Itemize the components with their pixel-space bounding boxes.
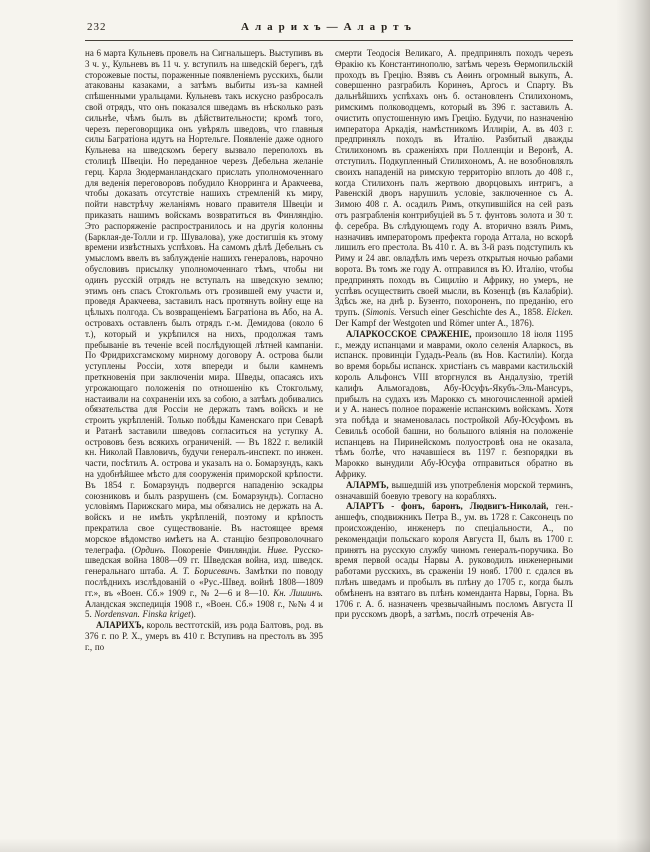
running-header: Аларихъ—Алартъ — [241, 21, 417, 33]
body-text: король вестготскій, изъ рода Балтовъ, род. въ 376 г. по Р. Х., умеръ въ 410 г. Вступивъ на престолъ въ 395 г., по — [85, 620, 323, 652]
body-text: смерти Теодосія Великаго, А. предпринялъ походъ черезъ Ѳракію къ Константинополю, затѣмъ черезъ Ѳермопильскій проходъ въ Грецію. Взявъ съ Аѳинъ огромный выкупъ, А. совершенно разграбилъ Коринѳъ, Аргосъ и Спарту. Въ дальнѣйшихъ успѣхахъ онъ б. остановленъ Стилихономъ, римскимъ полководцемъ, который въ 396 г. заставилъ А. очистить опустошенную имъ Грецію. Будучи, по назначенію императора Аркадія, намѣстникомъ Иллиріи, А. въ 403 г. предпринялъ походъ въ Италію. Разбитый дважды Стилихономъ въ сраженіяхъ при Полленціи и Веронѣ, А. отступилъ. Подкупленный Стилихономъ, А. не возобновлялъ своихъ нападеній на римскую территорію вплоть до 408 г., когда Стилихонъ палъ жертвою дворцовыхъ интригъ, а Равенскій дворъ нарушилъ условіе, заключенное съ А. Зимою 408 г. А. осадилъ Римъ, откупившійся на сей разъ отъ разграбленія контрибуціей въ 5 т. фунтовъ золота и 30 т. ф. серебра. Въ слѣдующемъ году А. вторично взялъ Римъ, назначивъ императоромъ префекта города Аттала, но вскорѣ лишилъ его престола. Въ 410 г. А. въ 3-й разъ подступилъ къ Риму и 24 авг. овладѣлъ имъ черезъ открытыя ночью рабами ворота. Въ томъ же году А. отправился въ Ю. Италію, чтобы предпринять походъ въ Сицилію и Африку, но умеръ, не успѣвъ осуществить своей мысли, въ Козенцѣ (въ Калабріи). Здѣсь же, на днѣ р. Бузенто, похороненъ, по преданію, его трупъ. ( — [335, 48, 573, 318]
page-content — [85, 20, 573, 800]
entry-headword: АЛАРМЪ, — [346, 479, 389, 490]
reference-italic: Eicken. — [546, 307, 573, 318]
entry-alarikh-continuation — [335, 48, 573, 329]
reference-italic: Simonis. — [365, 307, 397, 318]
page-header — [85, 20, 573, 35]
right-column — [335, 48, 573, 800]
body-text: Аландская экспедиція 1908 г., «Воен. Сб.» 1908 г., №№ 4 и 5. — [85, 598, 323, 620]
entry-headword: АЛАРТЪ - фонъ, баронъ, Людвигъ-Николай, — [346, 501, 549, 512]
reference-italic: Кн. Лишинъ. — [273, 587, 323, 598]
page-edge-shadow-right — [616, 0, 650, 852]
entry-alart — [335, 501, 573, 620]
body-text: произошло 18 іюля 1195 г., между испанцами и маврами, около селенія Аларкосъ, въ испанск. провинціи Гудадъ-Реаль (въ Нов. Кастиліи). Когда во время борьбы испанск. христіанъ съ маврами кастильскій король Альфонсъ VIII вторгнулся въ Андалузію, третій калифъ Альмогадовъ, Абу-Юсуфъ-Якубъ-Эль-Мансуръ, прибылъ на судахъ изъ Марокко съ многочисленной арміей и у А. нанесъ полное пораженіе испанскимъ войскамъ. Хотя эта побѣда и знаменовалась постройкой Абу-Юсуфомъ въ Севильѣ особой башни, но большого вліянія на положеніе испанцевъ на Пиринейскомъ полуостровѣ она не оказала, тѣмъ болѣе, что начавшіеся въ 1197 г. безпорядки въ Марокко вынудили Абу-Юсуфа отправиться обратно въ Африку. — [335, 328, 573, 480]
reference-italic: Ниве. — [267, 544, 289, 555]
article-continuation-aland-expedition — [85, 48, 323, 620]
entry-headword: АЛАРКОССКОЕ СРАЖЕНІЕ, — [346, 328, 472, 339]
reference-italic: А. Т. Борисевичъ. — [170, 566, 241, 577]
header-rule — [85, 40, 573, 41]
body-text: на 6 марта Кульневъ провелъ на Сигнальшеръ. Выступивъ въ 3 ч. у., Кульневъ въ 11 ч. у. вступилъ на шведскій берегъ, гдѣ сторожевые посты, пораженные появленіемъ русскихъ, были атакованы казаками, а затѣмъ выбиты изъ-за камней спѣшенными уральцами. Кульневъ такъ искусно разбросалъ свой отрядъ, что онъ показался шведамъ въ нѣсколько разъ сильнѣе, чѣмъ былъ въ дѣйствительности; кромѣ того, черезъ переговорщика онъ увѣрялъ шведовъ, что главныя силы Багратіона идутъ на Нортельге. Появленіе даже одного Кульнева на шведскомъ берегу вызвало переполохъ въ столицѣ Швеціи. Но переданное черезъ Дебельна желаніе герц. Карла Зюдерманландскаго прислать уполномоченнаго для веденія переговоровъ побудило Кнорринга и Аракчеева, чтобы доказать отсутствіе нашихъ стремленій къ миру, пойти навстрѣчу желаніямъ новаго правителя Швеціи и приказать нашимъ войскамъ возвратиться въ Финляндію. Это распоряженіе распространилось и на другія колонны (Барклая-де-Толли и гр. Шувалова), уже достигшія къ этому времени извѣстныхъ успѣховъ. На самомъ дѣлѣ Дебельнъ съ умысломъ ввелъ въ заблужденіе нашихъ генераловъ, нарочно обусловивъ присылку уполномоченнаго тѣмъ, чтобы ни одинъ русскій отрядъ не вступалъ на шведскую землю; этимъ онъ спасъ Стокгольмъ отъ грозившей ему участи и, проведя Аракчеева, заставилъ насъ протянуть войну еще на цѣлыхъ полгода. Съ возвращеніемъ Багратіона въ Або, на А. островахъ оставленъ былъ отрядъ г.-м. Демидова (около 6 т.), который и укрѣпился на нихъ, продолжая тамъ пребываніе въ теченіе всей послѣдующей лѣтней кампаніи. По Фридрихсгамскому мирному договору А. острова были уступлены Россіи, хотя впереди и были камнемъ преткновенія при заключеніи мира. Шведы, опасаясь ихъ угрожающаго положенія по отношенію къ Стокгольму, настаивали на сохраненіи ихъ за собою, а затѣмъ добивались обязательства для Россіи не держать тамъ войскъ и не строить укрѣпленій. Только побѣды Каменскаго при Севарѣ и Ратанѣ заставили шведовъ согласиться на уступку А. острововъ безъ всякихъ ограниченій. — Въ 1822 г. великій кн. Николай Павловичъ, будучи генералъ-инспект. по инжен. части, посѣтилъ А. острова и указалъ на о. Бомарзундъ, какъ на удобнѣйшее мѣсто для сооруженія приморской крѣпости. Въ 1854 г. Бомарзундъ подвергся нападенію эскадры союзниковъ и былъ разрушенъ (см. Бомарзундъ). Согласно условіямъ Парижскаго мира, мы обязались не держать на А. войскъ и не имѣть укрѣпленій, поэтому и крѣпость прекратила свое существованіе. Въ настоящее время морское вѣдомство имѣетъ на А. станцію безпроволочнаго телеграфа. ( — [85, 48, 323, 555]
body-text: Замѣтки по поводу послѣднихъ изслѣдованій о «Рус.-Швед. войнѣ 1808—1809 гг.», въ «Воен. Сб.» 1909 г., № 2—6 и 8—10. — [85, 566, 323, 598]
entry-alarikh — [85, 620, 323, 652]
body-text: вышедшій изъ употребленія морской терминъ, означавшій боевую тревогу на корабляхъ. — [335, 479, 573, 501]
body-text: ). — [190, 609, 196, 620]
page-edge-shadow-bottom — [0, 838, 650, 852]
body-text: Der Kampf der Westgoten und Römer unter A., 1876). — [335, 317, 535, 328]
left-column — [85, 48, 323, 800]
entry-headword: АЛАРИХЪ, — [96, 620, 144, 631]
body-text: Русско-шведская война 1808—09 гг. Шведская война, изд. шведск. генеральнаго штаба. — [85, 544, 323, 577]
text-columns — [85, 48, 573, 800]
body-text: Покореніе Финляндіи. — [165, 544, 268, 555]
body-text: Versuch einer Geschichte des A., 1858. — [396, 307, 547, 318]
entry-alarm — [335, 480, 573, 502]
reference-italic: Nordensvan. Finska kriget — [94, 609, 191, 620]
reference-italic: Ординъ. — [134, 544, 166, 555]
body-text: ген.-аншефъ, сподвижникъ Петра В., ум. въ 1728 г. Саксонецъ по происхожденію, инженеръ по спеціальности, А., по рекомендаціи польскаго короля Августа II, былъ въ 1700 г. принятъ на русскую службу чиномъ генералъ-поручика. Во время первой осады Нарвы А. руководилъ инженерными работами русскихъ, въ сраженіи 19 нояб. 1700 г. сдался въ плѣнъ шведамъ и пробылъ въ плѣну до 1705 г., когда былъ обмѣненъ на взятаго въ плѣнъ коменданта Нарвы, Горна. Въ 1706 г. А. б. назначенъ чрезвычайнымъ посломъ Августа II при русскомъ дворѣ, а затѣмъ, послѣ отреченія Ав- — [335, 501, 573, 620]
entry-alarkos-battle — [335, 329, 573, 480]
page-number: 232 — [87, 21, 107, 33]
